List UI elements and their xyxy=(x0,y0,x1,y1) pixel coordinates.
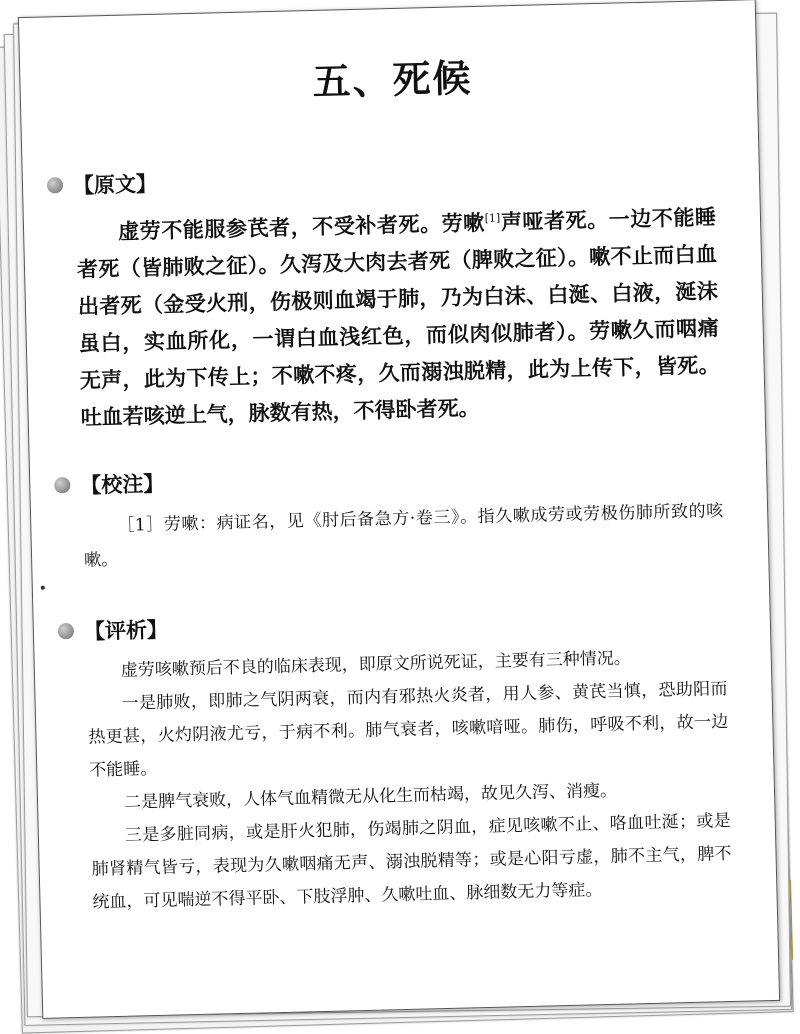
original-text-block xyxy=(76,194,721,436)
original-text-rest: 声哑者死。一边不能睡者死（皆肺败之征）。久泻及大肉去者死（脾败之征）。嗽不止而白血出者死（金受火刑，伤极则血竭于肺，乃为白沫、白涎、白液，涎沫虽白，实血所化，一谓白血浅红色，而似肉似肺者）。劳嗽久而咽痛无声，此为下传上；不嗽不疼，久而溺浊脱精，此为上传下，皆死。吐血若咳逆上气，脉数有热，不得卧者死。 xyxy=(76,204,720,430)
section-heading-label: 【评析】 xyxy=(83,616,169,644)
analysis-paragraph: 三是多脏同病，或是肝火犯肺，伤竭肺之阴血，症见咳嗽不止、咯血吐涎；或是肺肾精气皆亏，表现为久嗽咽痛无声、溺浊脱精等；或是心阳亏虚，肺不主气，脾不统血，可见喘逆不得平卧、下肢浮肿、久嗽吐血、脉细数无力等症。 xyxy=(91,810,732,913)
ink-dot xyxy=(41,586,45,590)
footnote-reference: [1] xyxy=(484,211,501,225)
section-heading-label: 【校注】 xyxy=(80,470,165,498)
analysis-text-block xyxy=(86,640,732,920)
page-content xyxy=(72,41,733,919)
original-text-lead: 虚劳不能服参芪者，不受补者死。劳嗽 xyxy=(117,209,486,244)
book-page xyxy=(18,0,780,1019)
gray-sphere-bullet-icon xyxy=(47,177,63,193)
gray-sphere-bullet-icon xyxy=(54,477,70,493)
analysis-paragraph: 一是肺败，即肺之气阴两衰，而内有邪热火炎者，用人参、黄芪当慎，恐助阳而热更甚，火灼阴液尤亏，于病不利。肺气衰者，咳嗽喑哑。肺伤，呼吸不利，故一边不能睡。 xyxy=(88,679,729,781)
original-paragraph xyxy=(76,194,721,436)
page-title: 五、死候 xyxy=(311,55,474,104)
analysis-paragraph: 二是脾气衰败，人体气血精微无从化生而枯竭，故见久泻、消瘦。 xyxy=(123,780,618,813)
collation-note: ［1］劳嗽：病证名，见《肘后备急方·卷三》。指久嗽成劳或劳极伤肺所致的咳嗽。 xyxy=(83,501,724,571)
gray-sphere-bullet-icon xyxy=(58,623,74,639)
section-heading-label: 【原文】 xyxy=(72,170,158,198)
analysis-paragraph: 虚劳咳嗽预后不良的临床表现，即原文所说死证，主要有三种情况。 xyxy=(120,648,631,681)
section-heading-original xyxy=(47,154,716,200)
